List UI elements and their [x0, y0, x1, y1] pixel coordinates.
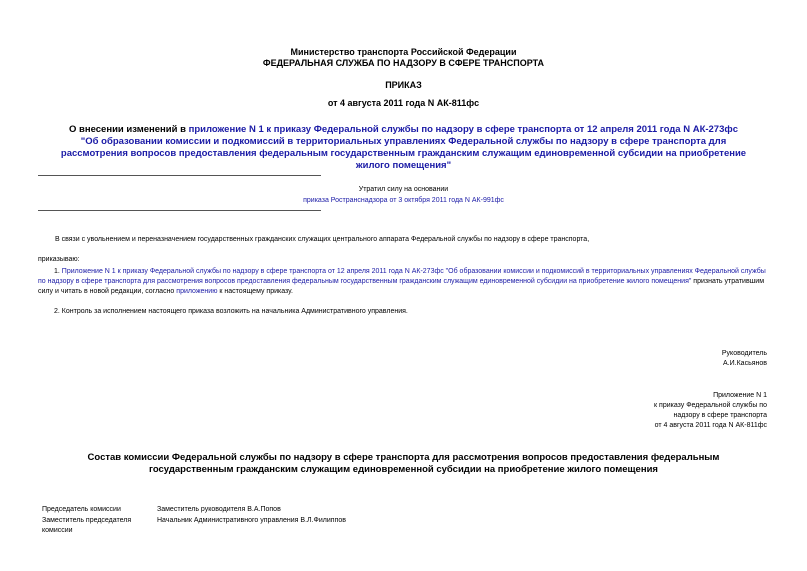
divider-top [38, 175, 321, 176]
item1-number: 1. [54, 268, 62, 275]
order-item-2: 2. Контроль за исполнением настоящего приказа возложить на начальника Административного управления. [54, 308, 408, 315]
order-word: приказываю: [38, 256, 80, 263]
appendix-ref-line4: от 4 августа 2011 года N АК-811фс [654, 422, 767, 429]
service-name: ФЕДЕРАЛЬНАЯ СЛУЖБА ПО НАДЗОРУ В СФЕРЕ ТРАНСПОРТА [262, 58, 545, 68]
item1-new-appendix-link[interactable]: приложению [176, 288, 218, 295]
ministry-name: Министерство транспорта Российской Федерации [290, 47, 517, 57]
composition-person-1: Заместитель руководителя В.А.Попов [157, 506, 281, 513]
composition-person-2: Начальник Административного управления В.Л.Филиппов [157, 517, 346, 524]
item1-middle: признать утратившим силу и читать в новой редакции, согласно [38, 278, 765, 295]
signature-position: Руководитель [721, 350, 767, 357]
divider-bottom [38, 210, 321, 211]
composition-role-2: Заместитель председателя комиссии [42, 517, 132, 534]
appendix-ref-line3: надзору в сфере транспорта [673, 412, 767, 419]
appendix-ref-line1: Приложение N 1 [713, 392, 767, 399]
title-amended-doc-link[interactable]: приложение N 1 к приказу Федеральной службы по надзору в сфере транспорта от 12 апреля 2011 года N АК-273фс "Об образовании комиссии и подкомиссий в территориальных управлениях Федеральной службы по надзору в сфере транспорта для рассмотрения вопросов предоставления федеральным государственным гражданским служащим единовременной субсидии на приобретение жилого помещения" [60, 124, 747, 171]
order-item-1 [38, 267, 770, 297]
repeal-note: Утратил силу на основании [358, 186, 449, 193]
document-title [60, 124, 747, 172]
appendix-ref-line2: к приказу Федеральной службы по [654, 402, 767, 409]
item1-end: к настоящему приказу. [217, 288, 293, 295]
item1-appendix-link[interactable]: Приложение N 1 к приказу Федеральной службы по надзору в сфере транспорта от 12 апреля 2011 года N АК-273фс "Об образовании комиссии и подкомиссий в территориальных управлениях Федеральной службы по надзору в сфере транспорта для рассмотрения вопросов предоставления федеральным государственным гражданским служащим единовременной субсидии на приобретение жилого помещения" [38, 268, 766, 285]
signature-name: А.И.Касьянов [723, 360, 767, 367]
title-prefix: О внесении изменений в [69, 124, 189, 135]
intro-paragraph: В связи с увольнением и переназначением государственных гражданских служащих центрального аппарата Федеральной службы по надзору в сфере транспорта, [55, 236, 590, 243]
composition-role-1: Председатель комиссии [42, 506, 121, 513]
repeal-order-link[interactable]: приказа Ространснадзора от 3 октября 2011 года N АК-991фс [303, 197, 504, 204]
document-type: ПРИКАЗ [385, 80, 422, 90]
document-date-number: от 4 августа 2011 года N АК-811фс [327, 98, 480, 108]
composition-title: Состав комиссии Федеральной службы по надзору в сфере транспорта для рассмотрения вопросов предоставления федеральным государственным гражданским служащим единовременной субсидии на приобретение жилого помещения [87, 452, 720, 475]
